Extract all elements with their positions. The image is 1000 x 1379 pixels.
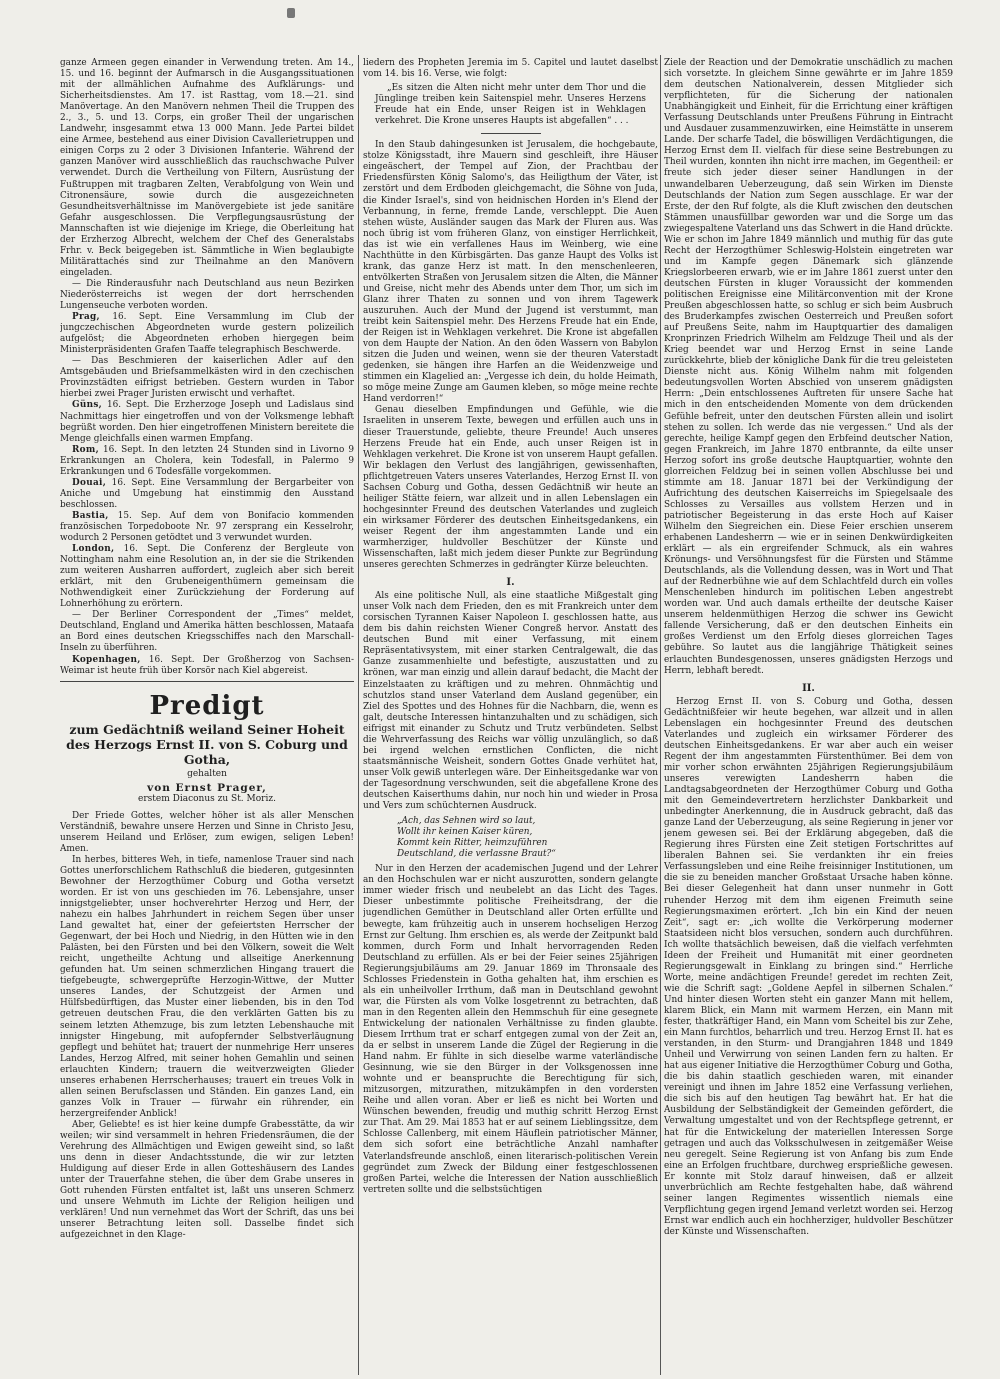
news-item-london [60,544,354,610]
news-item-prag [60,312,354,356]
news-text: 16. Sept. Eine Versammlung im Club der jungczechischen Abgeordneten wurde gestern polizeilich aufgelöst; die Abgeordneten erhoben hiergegen beim Ministerpräsidenten Grafen Taaffe telegraphisch Beschwerde. [60,312,354,356]
column-2 [363,58,658,1376]
sermon-held-label: gehalten [187,768,227,779]
dateline-place: Douai, [72,477,107,488]
sermon-paragraph: Ziele der Reaction und der Demokratie unschädlich zu machen sich vorsetzte. In gleichem Sinne gewährte er im Jahre 1859 dem deutschen Nationalverein, dessen Mitglieder sich verpflichteten, für die Sicherung der nationalen Unabhängigkeit und Einheit, für die Errichtung einer kräftigen Verfassung Deutschlands unter Preußens Führung in Eintracht und Ausdauer zusammenzuwirken, eine Heimstätte in unserem Lande. Der scharfe Tadel, die böswilligen Verdächtigungen, die Herzog Ernst dem II. vielfach für diese seine Bestrebungen zu Theil wurden, konnten ihn nicht irre machen, im Gegentheil: er freute sich jeder dieser seiner Handlungen in der unwandelbaren Ueberzeugung, daß sein Wirken im Dienste Deutschlands der Nation zum Segen ausschlage. Er war der Erste, der den Ruf folgte, als die Kluft zwischen den deutschen Stämmen unausfüllbar geworden war und die Sorge um das zwiegespaltene Vaterland uns das Schwert in die Hand drückte. Wie er schon im Jahre 1849 männlich und muthig für das gute Recht der Herzogthümer Schleswig-Holstein eingetreten war und im Kampfe gegen Dänemark sich glänzende Kriegslorbeeren erwarb, wie er im Jahre 1861 zuerst unter den deutschen Fürsten in kluger Voraussicht der kommenden politischen Ereignisse eine Militärconvention mit der Krone Preußen abgeschlossen hatte, so schlug er sich beim Ausbruch des Bruderkampfes zwischen Oesterreich und Preußen sofort auf Preußens Seite, nahm im Hauptquartier des damaligen Kronprinzen Friedrich Wilhelm am Feldzuge Theil und als der Krieg beendet war und Herzog Ernst in seine Lande zurückkehrte, blieb der königliche Dank für die treu geleisteten Dienste nicht aus. König Wilhelm nahm mit folgenden bedeutungsvollen Worten Abschied von unserem gnädigsten Herrn: „Dein entschlossenes Auftreten für unsere Sache hat mich in den entscheidenden Momente von dem drückenden Gefühle befreit, unter den deutschen Fürsten allein und isolirt stehen zu sollen. Ich werde das nie vergessen.“ Und als der gerechte, heilige Kampf gegen den Erbfeind deutscher Nation, gegen Frankreich, im Jahre 1870 entbrannte, da eilte unser Herzog sofort ins große deutsche Hauptquartier, wohnte den glorreichen Feldzug bei in seinen vollen Abschlusse bei und stimmte am 18. Januar 1871 bei der Verkündigung der Aufrichtung des deutschen Kaiserreichs im Spiegelsaale des Schlosses zu Versailles aus vollstem Herzen und in patriotischer Begeisterung in das erste Hoch auf Kaiser Wilhelm den Siegreichen ein. Diese Feier erschien unserem erhabenen Landesherrn — wie er in seinen Denkwürdigkeiten erklärt — als ein ergreifender Schmuck, als ein wahres Krönungs- und Versöhnungsfest für die Fürsten und Stämme Deutschlands, als die Vollendung dessen, was in Wort und That auf der Rednerbühne wie auf dem Schlachtfeld durch ein volles Menschenleben hindurch im politischen Leben angestrebt worden war. Und auch damals ertheilte der deutsche Kaiser unserem heldenmüthigen Herzog die schwer ins Gewicht fallende Versicherung, daß er den deutschen Einheits ein großes Verdienst um den Erfolg dieses glorreichen Tages gebühre. So lautet aus die langjährige Thätigkeit seines erlauchten Bundesgenossen, unseres gnädigsten Herzogs und Herrn, lebhaft beredt. [664,58,953,676]
sermon-paragraph: In den Staub dahingesunken ist Jerusalem, die hochgebaute, stolze Königsstadt, ihre Mauern sind geschleift, ihre Häuser eingeäschert, der Tempel auf Zion, der Prachtbau der Friedensfürsten König Salomo's, das Heiligthum der Väter, ist zerstört und dem Erdboden gleichgemacht, die Söhne von Juda, die Kinder Israel's, sind von heidnischen Horden in's Elend der Verbannung, in ferne, fremde Lande, verschleppt. Die Auen stehen wüste, Ausländer saugen das Mark der Fluren aus. Was noch übrig ist vom früheren Glanz, von einstiger Herrlichkeit, das ist wie ein verfallenes Haus im Weinberg, wie eine Nachthütte in den Kürbisgärten. Das ganze Haupt des Volks ist krank, das ganze Herz ist matt. In den menschenleeren, entvölkerten Straßen von Jerusalem sitzen die Alten, die Männer und Greise, nicht mehr des Abends unter dem Thor, um sich im Glanz ihrer Thaten zu sonnen und von ihrem Tagewerk auszuruhen. Auch der Mund der Jugend ist verstummt, man treibt kein Saitenspiel mehr. Des Herzens Freude hat ein Ende, der Reigen ist in Wehklagen verkehret. Die Krone ist abgefallen von dem Haupte der Nation. An den öden Wassern von Babylon sitzen die Juden und weinen, wenn sie der theuren Vaterstadt gedenken, sie hängen ihre Harfen an die Weidenzweige und stimmen ein Klagelied an: „Vergesse ich dein, du holde Heimath, so möge meine Zunge am Gaumen kleben, so möge meine rechte Hand verdorren!“ [363,140,658,405]
short-divider [481,133,541,134]
verse-line: „Ach, das Sehnen wird so laut, [397,816,536,827]
news-item-bastia [60,511,354,544]
news-paragraph: — Die Rinderausfuhr nach Deutschland aus neun Bezirken Niederösterreichs ist wegen der dort herrschenden Lungenseuche verboten worden. [60,278,354,312]
news-item-kopenhagen [60,655,354,677]
news-item-douai [60,478,354,511]
news-item-rom [60,445,354,478]
sermon-paragraph: Genau dieselben Empfindungen und Gefühle, wie die Israeliten in unserem Texte, bewegen und erfüllen auch uns in dieser Trauerstunde, geliebte, theure Freunde! Auch unseres Herzens Freude hat ein Ende, auch unser Reigen ist in Wehklagen verkehret. Die Krone ist von unserem Haupt gefallen. Wir beklagen den Verlust des langjährigen, gewissenhaften, pflichtgetreuen Vaters unseres Vaterlandes, Herzog Ernst II. von Sachsen Coburg und Gotha, dessen Gedächtniß wir heute an heiliger Stätte feiern, war allzeit und in allen Lebenslagen ein hochgesinnter Freund des deutschen Vaterlandes und zugleich ein wirksamer Förderer des deutschen Einheitsgedankens, ein weiser Regent der ihm angestammten Lande und ein warmherziger, huldvoller Beschützer der Künste und Wissenschaften, laßt mich jedem dieser Punkte zur Begründung unseres gerechten Schmerzes in gedrängter Kürze beleuchten. [363,405,658,571]
news-paragraph: — Der Berliner Correspondent der „Times“ meldet, Deutschland, England und Amerika hätten beschlossen, Mataafa an Bord eines deutschen Kriegsschiffes nach den Marschall-Inseln zu überführen. [60,610,354,654]
column-1 [60,58,354,1376]
section-heading-2: II. [802,682,815,694]
poem-verse [363,816,658,860]
news-text: 16. Sept. Eine Versammlung der Bergarbeiter von Aniche und Umgebung hat einstimmig den Ausstand beschlossen. [60,477,354,510]
news-text: 16. Sept. Der Großherzog von Sachsen-Weimar ist heute früh über Korsör nach Kiel abgereist. [60,654,354,676]
sermon-paragraph: Herzog Ernst II. von S. Coburg und Gotha, dessen Gedächtnißfeier wir heute begehen, war allzeit und in allen Lebenslagen ein hochgesinnter Freund des deutschen Vaterlandes und zugleich ein wirksamer Förderer des deutschen Einheitsgedankens. Er war aber auch ein weiser Regent der ihm angestammten Fürstenthümer. Bei dem von mir vorher schon erwähnten 25jährigen Regierungsjubiläum unseres verewigten Landesherrn haben die Landtagsabgeordneten der Herzogthümer Coburg und Gotha mit den Gemeindevertretern herzlichster Dankbarkeit und unbedingter Anerkennung, die in Ausdruck gebracht, daß das ganze Land der Ueberzeugung, als seine Regierung in jener vor jenem gewesen sei. Bei der Erklärung abgegeben, daß die Regierung ihres Fürsten eine Zeit stetigen Fortschrittes auf liberalen Bahnen sei. Sie verdankten ihr ein freies Verfassungsleben und eine Reihe freisinniger Institutionen, um die sie zu beneiden mancher Großstaat Ursache haben könne. Bei dieser Gelegenheit hat dann unser nunmehr in Gott ruhender Herzog mit dem ihm eigenen Freimuth seine Regierungsmaximen erörtert. „Ich bin ein Kind der neuen Zeit“, sagt er: „ich wollte die Verkörperung moderner Staatsideen nicht blos versuchen, sondern auch durchführen. Ich wollte thatsächlich beweisen, daß die vielfach verfehmten Ideen der Freiheit und Humanität mit einer geordneten Regierungsgewalt in Einklang zu bringen sind.“ Herrliche Worte, meine andächtigen Freunde! geredet im rechten Zeit, wie die Schrift sagt: „Goldene Aepfel in silbernen Schalen.“ Und hinter diesen Worten steht ein ganzer Mann mit hellem, klarem Blick, ein Mann mit warmem Herzen, ein Mann mit fester, thatkräftiger Hand, ein Mann vom Scheitel bis zur Zehe, ein Mann furchtlos, beharrlich und treu. Herzog Ernst II. hat es verstanden, in den Sturm- und Drangjahren 1848 und 1849 Unheil und Verwirrung von seinen Landen fern zu halten. Er hat aus eigener Initiative die Herzogthümer Coburg und Gotha, die bis dahin staatlich geschieden waren, mit einander vereinigt und ihnen im Jahre 1852 eine Verfassung verliehen, die sich bis auf den heutigen Tag bewährt hat. Er hat die Ausbildung der Selbständigkeit der Gemeinden gefördert, die Verwaltung umgestaltet und von der Rechtspflege getrennt, er hat für die Entwickelung der materiellen Interessen Sorge getragen und auch das Volksschulwesen in zeitgemäßer Weise neu geregelt. Seine Regierung ist von Anfang bis zum Ende eine an Erfolgen fruchtbare, durchweg ersprießliche gewesen. Er konnte mit Stolz darauf hinweisen, daß er allzeit unverbrüchlich am Rechte festgehalten habe, daß während seiner langen Regimentes wissentlich niemals eine Verpflichtung gegen irgend Jemand verletzt worden sei. Herzog Ernst war endlich auch ein hochherziger, huldvoller Beschützer der Künste und Wissenschaften. [664,696,953,1237]
section-divider [60,681,354,682]
verse-line: Deutschland, die verlassne Braut?“ [397,849,556,860]
news-text: 15. Sep. Auf dem von Bonifacio kommenden französischen Torpedoboote Nr. 97 zersprang ein Kesselrohr, wodurch 2 Personen getödtet und 3 verwundet wurden. [60,510,354,544]
sermon-paragraph: Nur in den Herzen der academischen Jugend und der Lehrer an den Hochschulen war er nicht auszurotten, sondern gelangte immer wieder frisch und neubelebt an das Licht des Tages. Dieser unbestimmte politische Freiheitsdrang, der die jugendlichen Gemüther in Deutschland aller Orten erfüllte und bewegte, kam frühzeitig auch in unserem hochseligen Herzog Ernst zur Geltung. Ihm erschien es, als werde der Zeitpunkt bald kommen, durch Form und Inhalt hervorragenden Reden Deutschland zu erfüllen. Als er bei der Feier seines 25jährigen Regierungsjubiläums am 29. Januar 1869 im Thronsaale des Schlosses Friedenstein in Gotha gehalten hat, ihm erschien es als ein unheilvoller Irrthum, daß man in Deutschland gewohnt war, die Fürsten als vom Volke losgetrennt zu betrachten, daß man in den Regenten allein den Hemmschuh für eine gesegnete Entwickelung der nationalen Verhältnisse zu finden glaubte. Diesem Irrthum trat er scharf entgegen zumal von der Zeit an, da er selbst in unserem Lande die Zügel der Regierung in die Hand nahm. Er fühlte in sich dieselbe warme vaterländische Gesinnung, wie sie den Bürger in der Volksgenossen inne wohnte und er beanspruchte die Berechtigung für sich, mitzusorgen, mitzurathen, mitzukämpfen in den vordersten Reihe und allen voran. Aber er ließ es nicht bei Worten und Wünschen bewenden, freudig und muthig schritt Herzog Ernst zur That. Am 29. Mai 1853 hat er auf seinem Lieblingssitze, dem Schlosse Callenberg, mit einem Häuflein patriotischer Männer, dem sich sofort eine beträchtliche Anzahl namhafter Vaterlandsfreunde anschloß, einen literarisch-politischen Verein gegründet zum Zweck der Bildung einer festgeschlossenen großen Partei, welche die Interessen der Nation ausschließlich vertreten sollte und die selbstsüchtigen [363,864,658,1195]
sermon-paragraph: Der Friede Gottes, welcher höher ist als aller Menschen Verständniß, bewahre unsere Herzen und Sinne in Christo Jesu, unserem Heiland und Erlöser, zum ewigen, seligen Leben! Amen. [60,810,354,854]
dateline-place: Bastia, [72,510,109,521]
dateline-place: Kopenhagen, [72,654,141,665]
dateline-place: Rom, [72,444,99,455]
page-mark [287,8,295,18]
verse-line: Wollt ihr keinen Kaiser küren, [397,827,533,838]
news-text: 16. Sept. Die Erzherzoge Joseph und Ladislaus sind Nachmittags hier eingetroffen und von der Volksmenge lebhaft begrüßt worden. Den hier eingetroffenen Ministern bereitete die Menge gleichfalls einen warmen Empfang. [60,400,354,444]
dateline-place: Prag, [72,312,100,323]
column-rule-right [660,55,661,1375]
news-paragraph: — Das Beschmieren der kaiserlichen Adler auf den Amtsgebäuden und Briefsammelkästen wird in den czechischen Provinzstädten eifrigst betrieben. Gestern wurden in Tabor hierbei zwei Prager Juristen erwischt und verhaftet. [60,356,354,400]
sermon-author: von Ernst Prager, [147,781,267,794]
news-paragraph: ganze Armeen gegen einander in Verwendung treten. Am 14., 15. und 16. beginnt der Aufmarsch in die Ausgangssituationen mit der allmählichen Aufnahme des Aufklärungs- und Sicherheitsdienstes. Am 17. ist Rasttag, vom 18.—21. sind Manövertage. An den Manövern nehmen Theil die Truppen des 2., 3., 5. und 13. Corps, ein großer Theil der ungarischen Landwehr, insgesammt etwa 13 000 Mann. Jede Partei bildet eine Armee, bestehend aus einer Division Cavallerietruppen und einigen Corps zu 2 oder 3 Divisionen Infanterie. Während der ganzen Manöver wird ausschließlich das rauchschwache Pulver verwendet. Durch die Vertheilung von Filtern, Ausrüstung der Fußtruppen mit tragbaren Zelten, Verabfolgung von Wein und Citronensäure, sowie durch die ausgezeichneten Gesundheitsverhältnisse im Manövergebiete ist jede sanitäre Gefahr ausgeschlossen. Die Verpflegungsausrüstung der Mannschaften ist wie diejenige im Kriege, die Oberleitung hat der Erzherzog Albrecht, welchem der Chef des Generalstabs Frhr. v. Beck beigegeben ist. Sämmtliche in Wien beglaubigte Militärattachés sind zur Theilnahme an den Manövern eingeladen. [60,58,354,278]
section-heading-1: I. [506,577,515,589]
dateline-place: Güns, [72,400,103,411]
sermon-subtitle: zum Gedächtniß weiland Seiner Hoheit des Herzogs Ernst II. von S. Coburg und Gotha, [66,721,348,767]
news-text: 16. Sept. In den letzten 24 Stunden sind in Livorno 9 Erkrankungen an Cholera, kein Todesfall, in Palermo 9 Erkrankungen und 6 Todesfälle vorgekommen. [60,444,354,477]
column-3 [664,58,953,1376]
dateline-place: London, [72,544,115,555]
news-item-guens [60,400,354,444]
sermon-paragraph: In herbes, bitteres Weh, in tiefe, namenlose Trauer sind nach Gottes unerforschlichem Rathschluß die biederen, gutgesinnten Bewohner der Herzogthümer Coburg und Gotha versetzt worden. Er ist von uns geschieden im 76. Lebensjahre, unser innigstgeliebter, unser hochverehrter Herzog und Herr, der nahezu ein halbes Jahrhundert in reichem Segen über unser Land gewaltet hat, einer der gefeiertsten Herrscher der Gegenwart, der bei Hoch und Niedrig, in den Hütten wie in den Palästen, bei den Fürsten und bei den Völkern, soweit die Welt reicht, ungetheilte Achtung und allseitige Anerkennung gefunden hat. Um seinen schmerzlichen Hingang trauert die tiefgebeugte, schwergeprüfte Herzogin-Wittwe, der Mutter unseres Landes, der Schutzgeist der Armen und Hülfsbedürftigen, das Muster einer liebenden, bis in den Tod getreuen deutschen Frau, die den verklärten Gatten bis zu seinem letzten Athemzuge, bis zum letzten Lebenshauche mit innigster Hingebung, mit aufopfernder Selbstverläugnung gepflegt und behütet hat; trauert der nunmehrige Herr unseres Landes, Herzog Alfred, mit seiner hohen Gemahlin und seinen erlauchten Kindern; trauern die weitverzweigten Glieder unseres erhabenen Herrscherhauses; trauert ein treues Volk in allen seinen Berufsclassen und Ständen. Ein ganzes Land, ein ganzes Volk in Trauer — fürwahr ein rührender, ein herzergreifender Anblick! [60,854,354,1119]
sermon-author-office: erstem Diaconus zu St. Moriz. [138,793,276,804]
column-rule-left [358,55,359,1375]
sermon-paragraph: Aber, Geliebte! es ist hier keine dumpfe Grabesstätte, da wir weilen; wir sind versammelt in hehren Friedensräumen, die der Verehrung des Allmächtigen und Ewigen geweiht sind, so laßt uns denn in dieser Andachtsstunde, die wir zur letzten Huldigung auf dieser Erde in allen Gotteshäusern des Landes unter der Trauerfahne stehen, die über dem Grabe unseres in Gott ruhenden Fürsten entfaltet ist, laßt uns unseren Schmerz und unsere Wehmuth im Lichte der Religion heiligen und verklären! Und nun vernehmet das Wort der Schrift, das uns bei unserer Betrachtung leiten soll. Dasselbe findet sich aufgezeichnet in den Klage- [60,1119,354,1241]
news-text: 16. Sept. Die Conferenz der Bergleute von Nottingham nahm eine Resolution an, in der sie die Strikenden zum weiteren Ausharren auffordert, zugleich aber sich bereit erklärt, mit den Grubeneigenthümern gemeinsam die Nothwendigkeit einer Zurückziehung der Forderung auf Lohnerhöhung zu erörtern. [60,544,354,610]
sermon-title: Predigt [149,690,265,721]
sermon-paragraph: Als eine politische Null, als eine staatliche Mißgestalt ging unser Volk nach dem Frieden, den es mit Frankreich unter dem corsischen Tyrannen Kaiser Napoleon I. geschlossen hatte, aus dem bis dahin reichsten Wiener Congreß hervor. Anstatt des deutschen Bund mit einer Verfassung, mit einem Repräsentativsystem, mit einer starken Centralgewalt, die das Ganze zusammenhielte und befestigte, auszustatten und zu krönen, war man einzig und allein darauf bedacht, die Macht der Einzelstaaten zu kräftigen und zu mehren. Ohnmächtig und schutzlos stand unser Vaterland dem Ausland gegenüber, ein Ziel des Spottes und des Hohnes für die Nachbarn, die, wenn es galt, deutsche Interessen hintanzuhalten und zu schädigen, sich eifrigst mit einander zu Schutz und Trutz verbündeten. Selbst die Wehrverfassung des Reichs war völlig unzulänglich, so daß bei irgend welchen ernstlichen Conflicten, die nicht staatsmännische Weisheit, sondern Gottes Gnade verhütet hat, unser Volk gewiß unterlegen wäre. Der Einheitsgedanke war von der Tagesordnung verschwunden, seit die abgefallene Krone des deutschen Kaiserthums dahin, nur noch hin und wieder in Prosa und Vers zum schüchternen Ausdruck. [363,591,658,812]
sermon-paragraph: liedern des Propheten Jeremia im 5. Capitel und lautet daselbst vom 14. bis 16. Verse, wie folgt: [363,58,658,80]
scripture-quote: „Es sitzen die Alten nicht mehr unter dem Thor und die Jünglinge treiben kein Saitenspiel mehr. Unseres Herzens Freude hat ein Ende, unser Reigen ist in Wehklagen verkehret. Die Krone unseres Haupts ist abgefallen“ . . . [375,83,646,127]
verse-line: Kommt kein Ritter, heimzuführen [397,838,548,849]
